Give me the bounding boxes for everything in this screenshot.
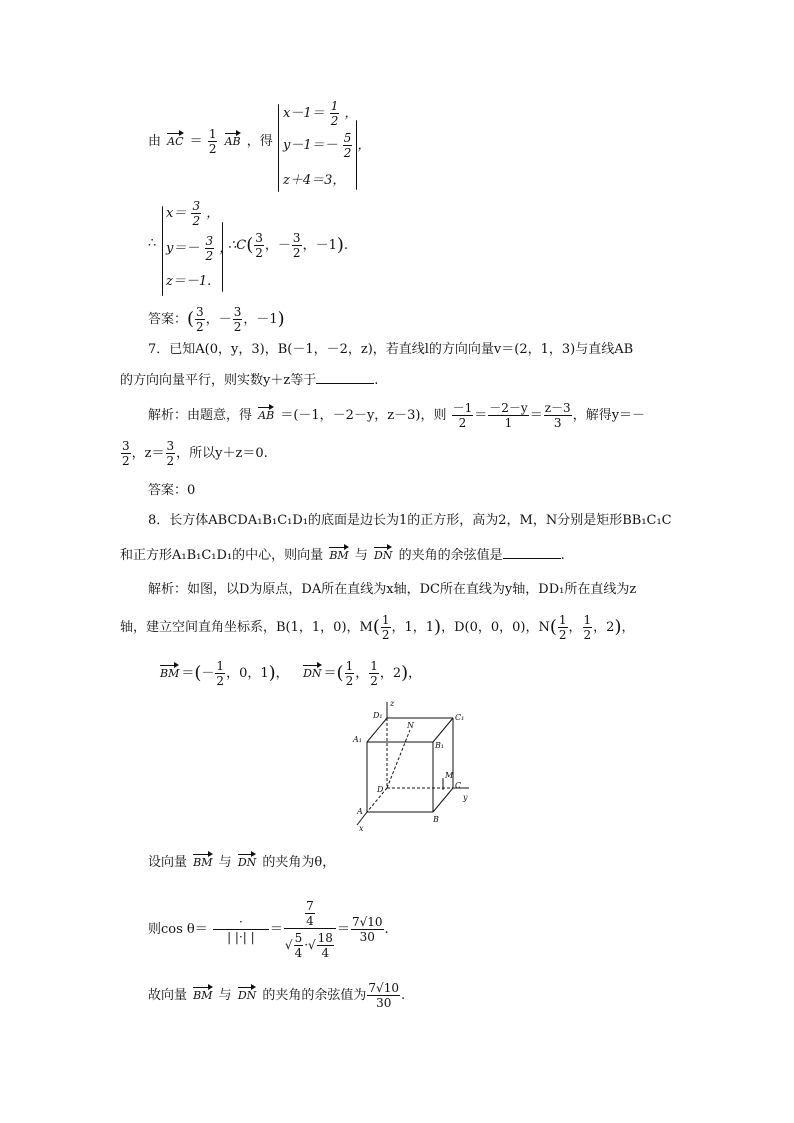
label-N: N <box>407 721 414 730</box>
fraction-q7-1: $\frac{-1}{2}$ <box>452 401 473 430</box>
q7-answer: 答案：0 <box>148 483 196 498</box>
label-B: B <box>433 815 439 824</box>
system2-eq3: z＝－1. <box>166 274 212 289</box>
q8-conclusion: 故向量 BM 与 DN 的夹角的余弦值为 $\frac{7√10}{30}$ . <box>148 981 406 1010</box>
fraction-result: $\frac{7√10}{30}$ <box>368 981 399 1010</box>
q8-line1: 8．长方体ABCDA₁B₁C₁D₁的底面是边长为1的正方形，高为2，M，N分别是矩形BB₁C₁C <box>148 513 672 528</box>
label-B1: B₁ <box>435 741 445 750</box>
q7-solution-line1: 解析：由题意，得 AB ＝(－1，－2－y，z－3)，则 $\frac{-1}{2}$ ＝ $\frac{-2-y}{1}$ ＝ $\frac{z-3}{3}$ ，解得y＝－ <box>148 401 646 430</box>
fraction-half: $\frac{1}{2}$ <box>208 127 217 156</box>
therefore-sign: ∴ <box>148 236 157 251</box>
fraction-cos-value: $\frac{7}{4}$ √ $\frac{5}{4}$ ·√ $\frac{18}{4}$ <box>284 900 336 959</box>
answer-blank <box>503 547 561 559</box>
system2-eq2: y＝－ $\frac{3}{2}$ ， <box>166 234 233 263</box>
label-C1: C₁ <box>455 713 465 722</box>
solution-line-given: 由 AC ＝ $\frac{1}{2}$ AB ，得 <box>148 127 273 156</box>
text-you: 由 <box>148 134 162 149</box>
vector-DN: DN <box>238 985 256 1001</box>
vector-DN: DN <box>374 545 392 561</box>
text-de: ，得 <box>246 134 273 149</box>
q7-line1: 7．已知A(0，y，3)，B(－1，－2，z)，若直线l的方向向量v＝(2，1，3)与直线AB <box>148 342 634 357</box>
q8-solution-line2: 轴，建立空间直角坐标系，B(1，1，0)，M( $\frac{1}{2}$ ，1，1)，D(0，0，0)，N( $\frac{1}{2}$ ， $\frac{1}{2}$ ，2)， <box>120 613 635 642</box>
q7-solution-line2: $\frac{3}{2}$ ，z＝ $\frac{3}{2}$ ，所以y＋z＝0. <box>122 439 268 468</box>
system1-eq2: y－1＝－ $\frac{5}{2}$ ， <box>283 131 371 160</box>
vector-AB: AB <box>225 131 241 147</box>
vector-AB: AB <box>258 405 274 421</box>
fraction-five-halves: $\frac{5}{2}$ <box>343 131 352 160</box>
label-D: D <box>377 785 384 794</box>
brace-system-2 <box>162 206 163 296</box>
vector-AC: AC <box>167 131 183 147</box>
label-x: x <box>359 824 364 833</box>
fraction-half: $\frac{1}{2}$ <box>330 99 339 128</box>
label-A1: A₁ <box>353 735 362 744</box>
system1-eq1: x－1＝ $\frac{1}{2}$ ， <box>283 99 358 128</box>
q8-set-angle: 设向量 BM 与 DN 的夹角为θ， <box>148 852 335 869</box>
segment-DN <box>387 730 410 788</box>
edge-A1D1 <box>367 718 387 742</box>
q8-line2: 和正方形A₁B₁C₁D₁的中心，则向量 BM 与 DN 的夹角的余弦值是 . <box>120 545 565 562</box>
system1-eq3: z＋4＝3， <box>283 173 346 188</box>
system2-eq1: x＝ $\frac{3}{2}$ ， <box>166 199 220 228</box>
vector-BM: BM <box>160 663 179 679</box>
q8-cos-formula: 则cos θ＝ $\frac{\cdot}{| |\cdot| |}$ ＝ $\frac{7}{4}$ √ $\frac{5}{4}$ ·√ $\frac{18}{4}$ ＝ $\frac{7√10}{30}$ . <box>148 899 389 960</box>
label-D1: D₁ <box>373 711 383 720</box>
point-C-coordinates: ∴C( $\frac{3}{2}$ ，－ $\frac{3}{2}$ ，－1). <box>228 231 349 260</box>
q7-line2: 的方向向量平行，则实数y＋z等于 . <box>120 373 379 388</box>
vector-BM: BM <box>193 985 212 1001</box>
vector-DN: DN <box>303 663 321 679</box>
edge-B1C1 <box>433 718 453 742</box>
label-A: A <box>357 807 363 816</box>
fraction-dot-over-norms: $\frac{\cdot}{| |\cdot| |}$ <box>213 916 269 943</box>
fraction-result: $\frac{7√10}{30}$ <box>351 915 383 944</box>
q8-vector-values: BM ＝(－ $\frac{1}{2}$ ，0，1)， DN ＝( $\frac{1}{2}$ ， $\frac{1}{2}$ ，2)， <box>160 659 422 688</box>
label-z: z <box>390 699 395 708</box>
label-C: C <box>455 781 462 790</box>
fraction-q7-2: $\frac{-2-y}{1}$ <box>489 401 528 430</box>
answer-blank <box>316 372 374 384</box>
vector-BM: BM <box>193 852 212 868</box>
label-M: M <box>445 771 454 780</box>
vector-DN: DN <box>238 852 256 868</box>
cuboid-figure <box>345 698 475 838</box>
edge-BC <box>433 788 453 812</box>
fraction-three-halves: $\frac{3}{2}$ <box>205 234 214 263</box>
vector-BM: BM <box>329 545 348 561</box>
answer-6: 答案：( $\frac{3}{2}$ ，－ $\frac{3}{2}$ ，－1) <box>148 305 285 334</box>
fraction-q7-3: $\frac{z-3}{3}$ <box>544 401 571 430</box>
brace-system-1 <box>278 104 279 192</box>
fraction-three-halves: $\frac{3}{2}$ <box>192 199 201 228</box>
q8-solution-line1: 解析：如图，以D为原点，DA所在直线为x轴，DC所在直线为y轴，DD₁所在直线为z <box>148 582 637 597</box>
label-y: y <box>463 793 468 802</box>
